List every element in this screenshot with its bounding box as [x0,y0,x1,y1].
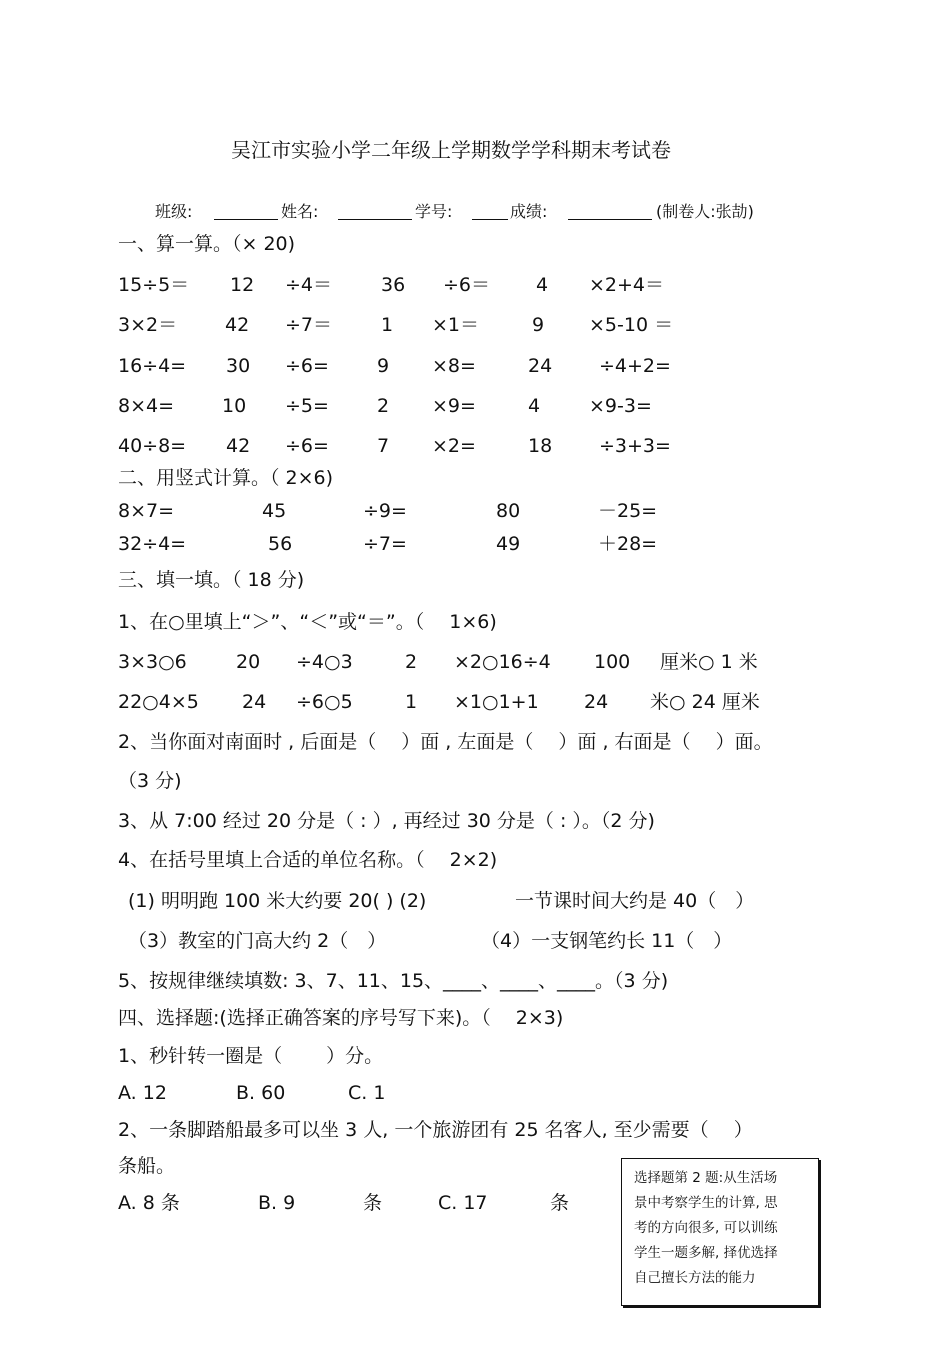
expr: ×5-10 ＝ [589,314,674,336]
expr: 16÷4= [118,355,187,377]
expr: ×1○1+1 [454,691,539,713]
expr: 24 [528,355,553,377]
expr: ×9= [432,395,476,417]
option-a: A. 8 条 [118,1192,180,1214]
number-label: 学号: [415,202,453,221]
expr: 4 [536,274,549,296]
expr: 12 [230,274,255,296]
section3-q1: 1、在○里填上“＞”、“＜”或“＝”。（ 1×6) [118,611,497,633]
section3-heading: 三、填一填。（ 18 分) [118,569,305,591]
expr: ÷4○3 [296,651,353,673]
section3-q4-d: （4）一支钢笔约长 11（ ） [481,930,733,952]
expr: ×2= [432,435,476,457]
expr: 22○4×5 [118,691,199,713]
option-a: A. 12 [118,1082,167,1104]
expr: 9 [532,314,545,336]
expr: 42 [226,435,251,457]
expr: 2 [377,395,390,417]
section3-q2-points: （3 分) [118,770,182,792]
score-blank[interactable] [568,203,652,220]
expr: 32÷4= [118,533,187,555]
expr: ×2○16÷4 [454,651,551,673]
option-c: C. 1 [348,1082,386,1104]
option-b-unit: 条 [363,1192,383,1214]
expr: ÷3+3= [599,435,671,457]
expr: ÷7＝ [285,314,333,336]
expr: 厘米○ 1 米 [660,651,758,673]
expr: 7 [377,435,390,457]
expr: 56 [268,533,293,555]
expr: 10 [222,395,247,417]
section3-q3: 3、从 7:00 经过 20 分是（ : ）, 再经过 30 分是（ : ）。（2 分) [118,810,655,832]
expr: 8×4= [118,395,175,417]
teacher-note-box [621,1158,819,1306]
class-blank[interactable] [214,203,278,220]
option-b: B. 60 [236,1082,286,1104]
expr: 40÷8= [118,435,187,457]
expr: 4 [528,395,541,417]
number-blank[interactable] [472,203,508,220]
section3-q2: 2、当你面对南面时 , 后面是（ ）面 , 左面是（ ）面 , 右面是（ ）面。 [118,731,773,753]
note-line: 学生一题多解, 择优选择 [634,1245,778,1261]
section4-q2-line2: 条船。 [118,1155,176,1177]
option-b: B. 9 [258,1192,296,1214]
option-c: C. 17 [438,1192,488,1214]
expr: ÷4+2= [599,355,671,377]
note-line: 自己擅长方法的能力 [634,1270,756,1286]
expr: 42 [225,314,250,336]
section3-q4-a: (1) 明明跑 100 米大约要 20( ) (2) [128,890,427,912]
expr: ×8= [432,355,476,377]
name-blank[interactable] [338,203,412,220]
expr: 15÷5＝ [118,274,190,296]
expr: 30 [226,355,251,377]
expr: 36 [381,274,406,296]
expr: ÷5= [285,395,329,417]
name-label: 姓名: [281,202,319,221]
expr: 49 [496,533,521,555]
expr: ÷6= [285,355,329,377]
expr: ＋28= [598,533,658,555]
expr: 8×7= [118,500,175,522]
section3-q4: 4、在括号里填上合适的单位名称。（ 2×2) [118,849,498,871]
expr: ÷4＝ [285,274,333,296]
section2-heading: 二、用竖式计算。（ 2×6) [118,467,334,489]
score-label: 成绩: [510,202,548,221]
section4-q1: 1、秒针转一圈是（ ）分。 [118,1045,384,1067]
expr: ×1＝ [432,314,480,336]
section4-heading: 四、选择题:(选择正确答案的序号写下来)。（ 2×3) [118,1007,564,1029]
author-label: (制卷人:张劼) [656,202,754,221]
expr: 45 [262,500,287,522]
expr: ×9-3= [589,395,652,417]
section3-q4-b: 一节课时间大约是 40（ ） [515,890,755,912]
expr: 20 [236,651,261,673]
expr: 1 [405,691,418,713]
note-line: 考的方向很多, 可以训练 [634,1220,778,1236]
expr: ÷6＝ [443,274,491,296]
expr: －25= [598,500,658,522]
expr: ÷7= [363,533,407,555]
section4-q2-line1: 2、一条脚踏船最多可以坐 3 人, 一个旅游团有 25 名客人, 至少需要（ ） [118,1119,753,1141]
expr: 18 [528,435,553,457]
expr: 24 [584,691,609,713]
section3-q5: 5、按规律继续填数: 3、7、11、15、____、____、____。（3 分) [118,970,669,992]
page-title: 吴江市实验小学二年级上学期数学学科期末考试卷 [231,138,671,162]
expr: ÷6= [285,435,329,457]
class-label: 班级: [155,202,193,221]
expr: 3×3○6 [118,651,187,673]
expr: ÷6○5 [296,691,353,713]
expr: 米○ 24 厘米 [650,691,760,713]
expr: 1 [381,314,394,336]
expr: 2 [405,651,418,673]
expr: ÷9= [363,500,407,522]
expr: 9 [377,355,390,377]
note-line: 选择题第 2 题:从生活场 [634,1170,778,1186]
note-line: 景中考察学生的计算, 思 [634,1195,778,1211]
expr: 24 [242,691,267,713]
expr: 3×2＝ [118,314,178,336]
expr: ×2+4＝ [589,274,665,296]
section1-heading: 一、算一算。（× 20) [118,233,296,255]
option-c-unit: 条 [550,1192,570,1214]
expr: 80 [496,500,521,522]
section3-q4-c: （3）教室的门高大约 2（ ） [128,930,387,952]
expr: 100 [594,651,631,673]
